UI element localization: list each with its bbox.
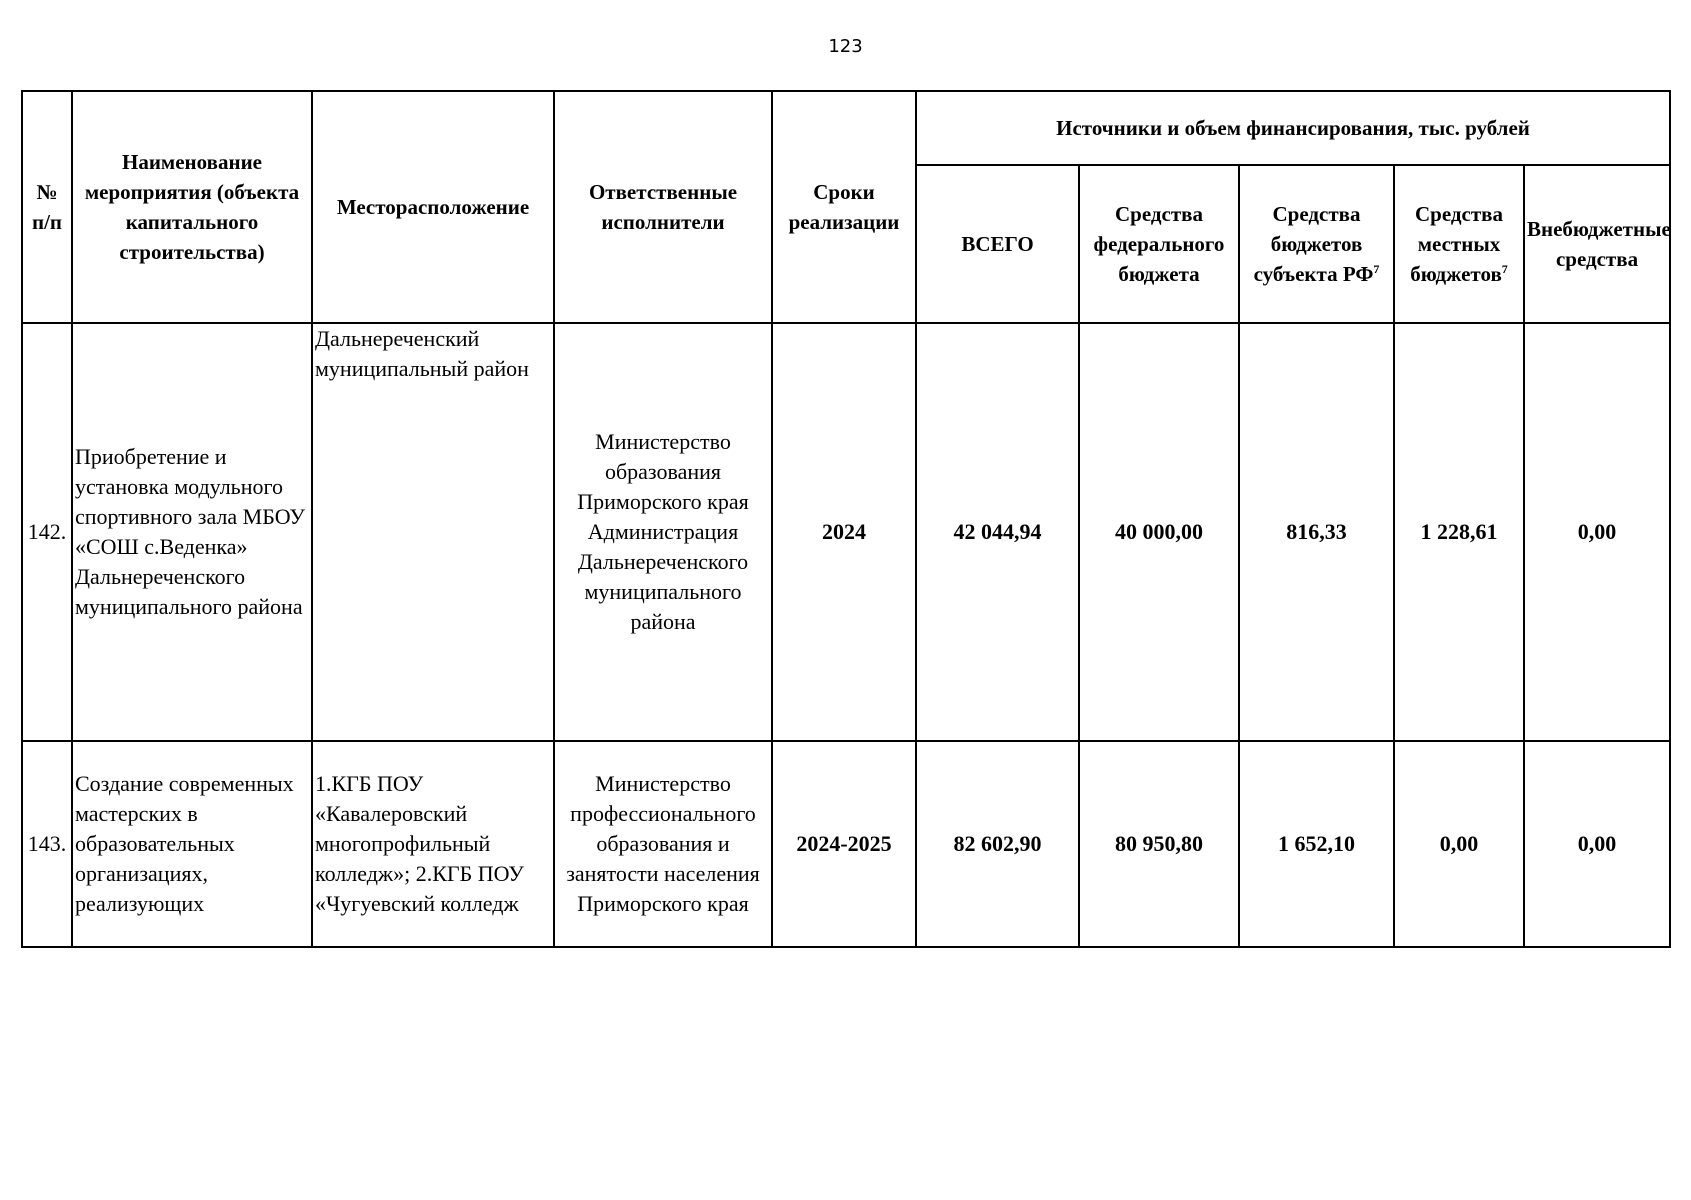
row-local: 0,00 [1394, 741, 1524, 947]
financing-table [21, 90, 1671, 948]
header-local-label: Средства местных бюджетов [1410, 202, 1503, 286]
row-terms: 2024 [772, 323, 916, 741]
row-executors: Министерство профессионального образования и занятости населения Приморского края [554, 741, 772, 947]
header-name: Наименование мероприятия (объекта капитального строительства) [72, 91, 312, 323]
header-row-1 [22, 91, 1670, 165]
row-location: 1.КГБ ПОУ «Кавалеровский многопрофильный колледж»; 2.КГБ ПОУ «Чугуевский колледж [312, 741, 554, 947]
row-terms: 2024-2025 [772, 741, 916, 947]
row-regional: 1 652,10 [1239, 741, 1394, 947]
row-num: 142. [22, 323, 72, 741]
row-name: Приобретение и установка модульного спортивного зала МБОУ «СОШ с.Веденка» Дальнереченского муниципального района [72, 323, 312, 741]
header-executors: Ответственные исполнители [554, 91, 772, 323]
row-extra: 0,00 [1524, 741, 1670, 947]
table-row [22, 323, 1670, 741]
header-total: ВСЕГО [916, 165, 1079, 323]
row-location: Дальнереченский муниципальный район [312, 323, 554, 741]
header-terms: Сроки реализации [772, 91, 916, 323]
header-regional [1239, 165, 1394, 323]
header-num: № п/п [22, 91, 72, 323]
row-total: 82 602,90 [916, 741, 1079, 947]
row-regional: 816,33 [1239, 323, 1394, 741]
row-total: 42 044,94 [916, 323, 1079, 741]
row-executors: Министерство образования Приморского края Администрация Дальнереченского муниципального района [554, 323, 772, 741]
table-row [22, 741, 1670, 947]
row-local: 1 228,61 [1394, 323, 1524, 741]
header-extra: Внебюджетные средства [1524, 165, 1670, 323]
header-financing-group: Источники и объем финансирования, тыс. рублей [916, 91, 1670, 165]
row-federal: 40 000,00 [1079, 323, 1239, 741]
header-local-footnote: 7 [1501, 262, 1508, 276]
header-regional-label: Средства бюджетов субъекта РФ [1253, 202, 1374, 286]
header-federal: Средства федерального бюджета [1079, 165, 1239, 323]
row-name: Создание современных мастерских в образовательных организациях, реализующих [72, 741, 312, 947]
header-local [1394, 165, 1524, 323]
row-num: 143. [22, 741, 72, 947]
row-extra: 0,00 [1524, 323, 1670, 741]
row-federal: 80 950,80 [1079, 741, 1239, 947]
header-location: Месторасположение [312, 91, 554, 323]
header-regional-footnote: 7 [1373, 262, 1380, 276]
page-number: 123 [828, 36, 863, 57]
